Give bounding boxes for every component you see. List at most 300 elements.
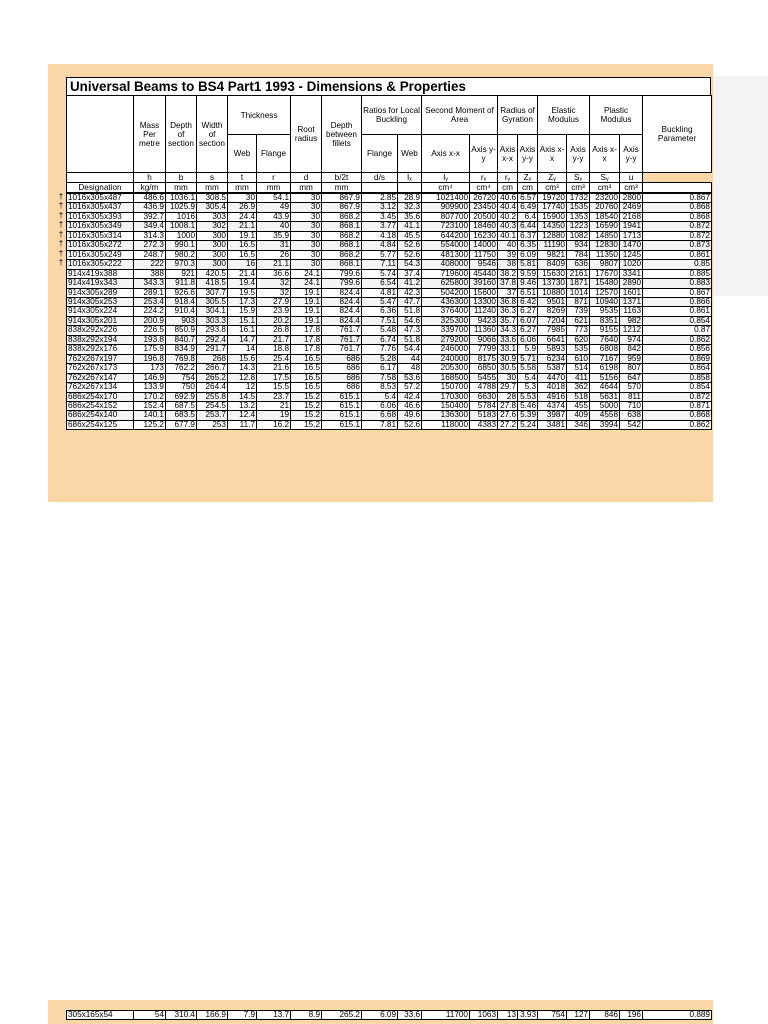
table-cell: 9.59 [518,269,538,278]
table-cell: 11350 [590,250,620,259]
table-cell: 1163 [620,307,643,316]
dagger-marker: † [58,248,64,258]
table-cell: 910.4 [166,307,197,316]
table-cell: 30 [498,373,518,382]
table-cell: 16.5 [291,373,322,382]
table-cell: 32 [257,288,291,297]
table-cell: 27.2 [498,420,518,429]
table-cell: 710 [620,401,643,410]
designation-cell: 762x267x134 [67,383,134,392]
table-cell: 26.8 [257,326,291,335]
table-cell: 325300 [422,316,470,325]
table-cell: 24.4 [228,212,257,221]
table-cell: 8.53 [362,383,398,392]
table-cell: 5.71 [518,354,538,363]
table-cell: 909900 [422,203,470,212]
table-cell: 10880 [538,288,567,297]
table-cell: 926.6 [166,288,197,297]
header-buckling: Buckling Parameter [643,96,712,173]
table-cell: 19.1 [228,231,257,240]
table-cell: 0.856 [643,345,712,354]
table-cell: 54.6 [398,316,422,325]
table-cell: 5.74 [362,269,398,278]
header-depth-fillets: Depth between fillets [322,96,362,173]
designation-cell: 1016x305x249 [67,250,134,259]
table-cell: 0.883 [643,279,712,288]
table-cell: 8351 [590,316,620,325]
table-cell: 30.5 [498,364,518,373]
side-panel-background [712,76,768,296]
table-cell: 27.9 [257,297,291,306]
table-cell: 310.4 [166,1011,197,1020]
header-radius-gyration: Radius of Gyration [498,96,538,135]
table-cell: 30.9 [498,354,518,363]
designation-cell: 914x305x201 [67,316,134,325]
table-cell: 54.4 [398,345,422,354]
table-cell: 33.6 [398,1011,422,1020]
table-cell: 349.4 [134,222,166,231]
table-cell: 0.864 [643,364,712,373]
table-cell: 14.7 [228,335,257,344]
header-plastic-modulus: Plastic Modulus [590,96,643,135]
table-cell: 12830 [590,241,620,250]
table-cell: 4018 [538,383,567,392]
table-cell: 21.1 [228,222,257,231]
table-cell: 1025.9 [166,203,197,212]
table-cell: 5.28 [362,354,398,363]
table-cell: 834.9 [166,345,197,354]
table-cell: 5631 [590,392,620,401]
table-cell: 0.867 [643,288,712,297]
table-cell: 719600 [422,269,470,278]
table-cell: 980.2 [166,250,197,259]
table-cell: 7640 [590,335,620,344]
table-row [67,269,712,278]
table-cell: 32 [257,279,291,288]
designation-cell: 1016x305x272 [67,241,134,250]
table-cell: 16590 [590,222,620,231]
table-cell: 868.2 [322,250,362,259]
table-cell: 30 [291,222,322,231]
table-cell: 25.4 [257,354,291,363]
header-symbol: r [257,173,291,183]
table-cell: 0.854 [643,383,712,392]
header-unit: mm [228,183,257,193]
table-cell: 0.861 [643,250,712,259]
dagger-marker: † [58,258,64,268]
table-cell: 625800 [422,279,470,288]
table-cell: 842 [620,345,643,354]
table-cell: 687.5 [166,401,197,410]
table-cell: 615.1 [322,411,362,420]
table-cell: 152.4 [134,401,166,410]
table-cell: 0.873 [643,241,712,250]
table-cell: 9423 [470,316,498,325]
table-cell: 677.9 [166,420,197,429]
header-unit: mm [166,183,197,193]
header-symbol: Sᵧ [590,173,620,183]
table-cell: 6641 [538,335,567,344]
table-row [67,212,712,221]
table-row [67,364,712,373]
table-cell: 20760 [590,203,620,212]
table-cell: 2168 [620,212,643,221]
table-cell: 51.8 [398,307,422,316]
table-cell: 12.8 [228,373,257,382]
table-cell: 303 [197,212,228,221]
table-row [67,335,712,344]
header-symbol: rᵧ [498,173,518,183]
header-unit: cm³ [567,183,590,193]
table-cell: 18540 [590,212,620,221]
header-unit [362,183,398,193]
table-cell: 17.8 [291,335,322,344]
table-cell: 408000 [422,260,470,269]
table-body-bottom [67,1011,712,1020]
table-cell: 15900 [538,212,567,221]
header-elastic-yy: Axis y-y [567,135,590,173]
table-cell: 314.3 [134,231,166,240]
table-cell: 3987 [538,411,567,420]
table-cell: 21 [257,401,291,410]
table-cell: 41.2 [398,279,422,288]
table-cell: 868.1 [322,222,362,231]
table-cell: 621 [567,316,590,325]
table-cell: 20500 [470,212,498,221]
table-cell: 8269 [538,307,567,316]
table-cell: 175.9 [134,345,166,354]
designation-cell: 686x254x140 [67,411,134,420]
designation-cell: 914x305x224 [67,307,134,316]
table-cell: 255.8 [197,392,228,401]
table-cell: 32.3 [398,203,422,212]
table-cell: 692.9 [166,392,197,401]
dagger-marker: † [58,220,64,230]
table-cell: 0.861 [643,307,712,316]
table-cell: 5.48 [362,326,398,335]
header-thickness: Thickness [228,96,291,135]
table-cell: 5455 [470,373,498,382]
table-cell: 41.1 [398,222,422,231]
designation-cell: 686x254x170 [67,392,134,401]
table-cell: 6.36 [362,307,398,316]
table-cell: 5.58 [518,364,538,373]
table-cell: 254.5 [197,401,228,410]
table-cell: 388 [134,269,166,278]
table-cell: 6.27 [518,307,538,316]
table-cell: 0.889 [643,1011,712,1020]
table-cell: 3341 [620,269,643,278]
table-cell: 4.84 [362,241,398,250]
table-cell: 5000 [590,401,620,410]
table-cell: 196 [620,1011,643,1020]
table-cell: 18460 [470,222,498,231]
table-row [67,222,712,231]
table-cell: 15480 [590,279,620,288]
table-cell: 17.3 [228,297,257,306]
table-cell: 133.9 [134,383,166,392]
table-cell: 7.81 [362,420,398,429]
designation-cell: 914x305x289 [67,288,134,297]
table-cell: 14350 [538,222,567,231]
table-cell: 248.7 [134,250,166,259]
header-ratio-web: Web [398,135,422,173]
table-cell: 43.9 [257,212,291,221]
table-cell: 5156 [590,373,620,382]
table-cell: 200.9 [134,316,166,325]
table-cell: 1008.1 [166,222,197,231]
table-cell: 970.3 [166,260,197,269]
table-cell: 5.4 [518,373,538,382]
table-cell: 2469 [620,203,643,212]
table-row [67,420,712,429]
table-cell: 376400 [422,307,470,316]
table-cell: 514 [567,364,590,373]
table-cell: 48 [398,364,422,373]
table-cell: 293.8 [197,326,228,335]
header-symbol: u [620,173,643,183]
table-cell: 824.4 [322,316,362,325]
table-cell: 30 [291,194,322,203]
table-cell: 146.9 [134,373,166,382]
table-cell: 16.2 [257,420,291,429]
table-cell: 0.872 [643,392,712,401]
table-cell: 11360 [470,326,498,335]
table-cell: 27.6 [498,411,518,420]
table-cell: 47.7 [398,297,422,306]
table-cell: 871 [567,297,590,306]
table-cell: 300 [197,231,228,240]
header-ratios: Ratios for Local Buckling [362,96,422,135]
table-cell: 6.17 [362,364,398,373]
table-cell: 52.6 [398,420,422,429]
table-cell: 166.9 [197,1011,228,1020]
table-cell: 13.2 [228,401,257,410]
table-cell: 6.06 [362,401,398,410]
table-cell: 9155 [590,326,620,335]
table-cell: 289.1 [134,288,166,297]
table-cell: 47.3 [398,326,422,335]
table-cell: 754 [538,1011,567,1020]
table-cell: 481300 [422,250,470,259]
table-cell: 6808 [590,345,620,354]
table-cell: 15.2 [291,420,322,429]
table-cell: 268 [197,354,228,363]
table-cell: 11700 [422,1011,470,1020]
header-mass: Mass Per metre [134,96,166,173]
designation-cell: 1016x305x393 [67,212,134,221]
table-cell: 39160 [470,279,498,288]
table-cell: 10940 [590,297,620,306]
table-cell: 33.6 [498,335,518,344]
table-cell: 9821 [538,250,567,259]
table-cell: 903 [166,316,197,325]
table-cell: 4374 [538,401,567,410]
table-cell: 31 [257,241,291,250]
table-cell: 6.37 [518,231,538,240]
table-cell: 14 [228,345,257,354]
header-designation-blank [67,96,134,173]
table-cell: 6.57 [518,194,538,203]
header-plastic-yy: Axis y-y [620,135,643,173]
table-cell: 5.53 [518,392,538,401]
table-cell: 30 [291,250,322,259]
table-cell: 30 [291,241,322,250]
marker-column [56,192,66,268]
table-cell: 28.9 [398,194,422,203]
table-row [67,401,712,410]
designation-cell: 1016x305x349 [67,222,134,231]
table-cell: 279200 [422,335,470,344]
table-cell: 799.6 [322,279,362,288]
table-cell: 6.54 [362,279,398,288]
table-cell: 6.49 [518,203,538,212]
table-cell: 1941 [620,222,643,231]
table-cell: 36.6 [257,269,291,278]
table-cell: 26720 [470,194,498,203]
table-cell: 15.9 [228,307,257,316]
table-row [67,307,712,316]
table-cell: 3.77 [362,222,398,231]
table-cell: 28 [498,392,518,401]
table-cell: 173 [134,364,166,373]
table-cell: 253 [197,420,228,429]
table-row [67,297,712,306]
table-cell: 40 [498,241,518,250]
table-cell: 23450 [470,203,498,212]
header-width: Width of section [197,96,228,173]
table-cell: 205300 [422,364,470,373]
table-cell: 570 [620,383,643,392]
table-cell: 7167 [590,354,620,363]
table-cell: 30 [291,203,322,212]
table-cell: 14.3 [228,364,257,373]
table-cell: 300 [197,260,228,269]
table-cell: 918.4 [166,297,197,306]
table-cell: 304.1 [197,307,228,316]
table-cell: 17.8 [291,326,322,335]
table-row [67,316,712,325]
table-cell: 19.4 [228,279,257,288]
dagger-marker: † [58,229,64,239]
table-cell: 19.1 [291,316,322,325]
table-cell: 44 [398,354,422,363]
table-cell: 127 [567,1011,590,1020]
designation-cell: 686x254x125 [67,420,134,429]
table-cell: 739 [567,307,590,316]
table-cell: 0.85 [643,260,712,269]
table-cell: 346 [567,420,590,429]
table-cell: 686 [322,373,362,382]
table-cell: 5.39 [518,411,538,420]
table-cell: 0.871 [643,401,712,410]
table-cell: 784 [567,250,590,259]
table-cell: 518 [567,392,590,401]
data-table-bottom [66,1010,712,1020]
table-cell: 5183 [470,411,498,420]
table-cell: 23200 [590,194,620,203]
table-cell: 150400 [422,401,470,410]
table-cell: 867.9 [322,203,362,212]
table-cell: 15.1 [228,316,257,325]
table-cell: 40.4 [498,203,518,212]
table-cell: 647 [620,373,643,382]
dagger-marker: † [58,192,64,201]
table-cell: 8175 [470,354,498,363]
table-cell: 11190 [538,241,567,250]
table-cell: 18.8 [257,345,291,354]
table-cell: 51.8 [398,335,422,344]
table-cell: 1036.1 [166,194,197,203]
table-cell: 1082 [567,231,590,240]
table-cell: 686 [322,364,362,373]
header-unit: cm³ [590,183,620,193]
dagger-marker: † [58,201,64,211]
table-cell: 7799 [470,345,498,354]
table-cell: 20.2 [257,316,291,325]
table-cell: 16.5 [228,250,257,259]
table-cell: 14850 [590,231,620,240]
header-elastic-modulus: Elastic Modulus [538,96,590,135]
table-cell: 140.1 [134,411,166,420]
table-cell: 392.7 [134,212,166,221]
table-cell: 0.868 [643,203,712,212]
table-cell: 436.9 [134,203,166,212]
table-cell: 40.1 [498,231,518,240]
table-panel-bottom [66,1010,711,1020]
table-cell: 2161 [567,269,590,278]
designation-cell: 838x292x176 [67,345,134,354]
table-cell: 36.8 [498,297,518,306]
table-cell: 240000 [422,354,470,363]
table-cell: 150700 [422,383,470,392]
table-cell: 1212 [620,326,643,335]
table-row [67,354,712,363]
table-cell: 136300 [422,411,470,420]
table-cell: 4644 [590,383,620,392]
table-cell: 636 [567,260,590,269]
table-cell: 39 [498,250,518,259]
table-cell: 7.58 [362,373,398,382]
header-unit: mm [322,183,362,193]
table-cell: 0.866 [643,297,712,306]
table-cell: 40 [257,222,291,231]
table-cell: 305.4 [197,203,228,212]
table-cell: 5.4 [362,392,398,401]
table-cell: 5.81 [518,260,538,269]
table-cell: 5.46 [518,401,538,410]
table-cell: 17670 [590,269,620,278]
data-table-top [66,193,712,430]
table-row [67,383,712,392]
table-cell: 29.7 [498,383,518,392]
table-cell: 300 [197,250,228,259]
table-cell: 0.868 [643,411,712,420]
table-cell: 436300 [422,297,470,306]
header-unit [398,183,422,193]
table-cell: 272.3 [134,241,166,250]
table-cell: 683.5 [166,411,197,420]
table-cell: 4788 [470,383,498,392]
table-cell: 8.9 [291,1011,322,1020]
table-cell: 1020 [620,260,643,269]
table-cell: 0.868 [643,212,712,221]
header-unit: mm [197,183,228,193]
table-cell: 868.2 [322,212,362,221]
table-cell: 769.8 [166,354,197,363]
table-cell: 1223 [567,222,590,231]
table-cell: 19.1 [291,297,322,306]
